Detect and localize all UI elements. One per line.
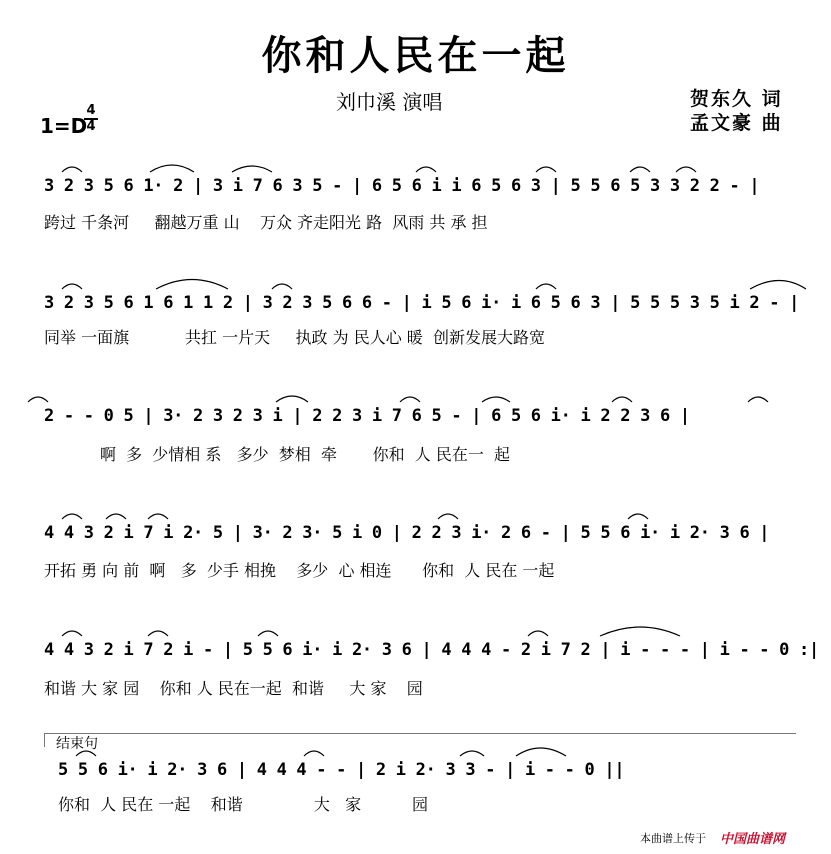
notation-row-1: 3 2 3 5 6 1· 2 | 3 i 7 6 3 5 - | 6 5 6 i i 6 5 6 3 | 5 5 6 5 3 3 2 2 - | xyxy=(44,176,760,196)
time-signature-bottom: 4 xyxy=(86,119,96,134)
slur-arc xyxy=(28,397,48,402)
slur-arc xyxy=(600,627,680,636)
slur-arc xyxy=(106,514,126,519)
lyrics-row-6: 你和 人 民在 一起 和谐 大 家 园 xyxy=(58,795,429,814)
slur-arc xyxy=(150,165,194,172)
slur-arc xyxy=(612,397,632,402)
lyrics-row-3: 啊 多 少情相 系 多少 梦相 牵 你和 人 民在一 起 xyxy=(44,445,511,464)
key-signature: 1=D xyxy=(40,114,88,138)
slur-arc xyxy=(438,514,458,519)
slur-arc xyxy=(400,397,420,402)
footer-text: 本曲谱上传于 xyxy=(640,832,706,845)
slur-arc xyxy=(460,751,484,756)
lyrics-row-5: 和谐 大 家 园 你和 人 民在一起 和谐 大 家 园 xyxy=(44,679,423,698)
slur-arc xyxy=(628,514,648,519)
lyrics-row-2: 同举 一面旗 共扛 一片天 执政 为 民人心 暖 创新发展大路宽 xyxy=(44,328,545,347)
slur-arc xyxy=(62,284,82,289)
slur-arc xyxy=(536,167,556,172)
slur-arc xyxy=(156,280,228,290)
time-signature-top: 4 xyxy=(86,103,96,118)
singer-credit: 刘巾溪 演唱 xyxy=(336,90,443,114)
notation-row-3: 2 - - 0 5 | 3· 2 3 2 3 i | 2 2 3 i 7 6 5 - | 6 5 6 i· i 2 2 3 6 | xyxy=(44,406,690,426)
slur-arc xyxy=(232,166,272,172)
slur-arc xyxy=(748,397,768,402)
slur-arc xyxy=(62,631,82,636)
slur-arc xyxy=(62,514,82,519)
site-logo: 中国曲谱网 xyxy=(720,832,786,847)
slur-arc xyxy=(258,631,278,636)
notation-row-4: 4 4 3 2 i 7 i 2· 5 | 3· 2 3· 5 i 0 | 2 2 3 i· 2 6 - | 5 5 6 i· i 2· 3 6 | xyxy=(44,523,770,543)
slur-arc xyxy=(536,284,556,289)
slur-arc xyxy=(276,396,308,402)
notation-row-5: 4 4 3 2 i 7 2 i - | 5 5 6 i· i 2· 3 6 | 4 4 4 - 2 i 7 2 | i - - - | i - - 0 :| xyxy=(44,640,819,660)
slur-arc xyxy=(416,167,436,172)
slur-arc xyxy=(482,397,510,402)
lyricist-credit: 贺东久 词 xyxy=(690,88,783,110)
notation-row-6: 5 5 6 i· i 2· 3 6 | 4 4 4 - - | 2 i 2· 3 3 - | i - - 0 || xyxy=(58,760,625,780)
slur-arc xyxy=(76,751,96,756)
slur-arc xyxy=(148,514,168,519)
notation-row-2: 3 2 3 5 6 1 6 1 1 2 | 3 2 3 5 6 6 - | i 5 6 i· i 6 5 6 3 | 5 5 5 3 5 i 2 - | xyxy=(44,293,800,313)
slur-arc xyxy=(272,284,292,289)
slur-arc xyxy=(148,631,168,636)
ending-label: 结束句 xyxy=(56,736,98,752)
score-title: 你和人民在一起 xyxy=(261,32,570,79)
lyrics-row-4: 开拓 勇 向 前 啊 多 少手 相挽 多少 心 相连 你和 人 民在 一起 xyxy=(44,561,555,580)
slur-arc xyxy=(516,748,566,756)
slur-arc xyxy=(62,167,82,172)
slur-arc xyxy=(750,281,806,290)
composer-credit: 孟文豪 曲 xyxy=(690,112,783,134)
slur-arc xyxy=(528,631,548,636)
lyrics-row-1: 跨过 千条河 翻越万重 山 万众 齐走阳光 路 风雨 共 承 担 xyxy=(44,213,488,232)
slur-arc xyxy=(304,751,324,756)
slur-arc xyxy=(676,167,696,172)
slur-arc xyxy=(630,167,650,172)
